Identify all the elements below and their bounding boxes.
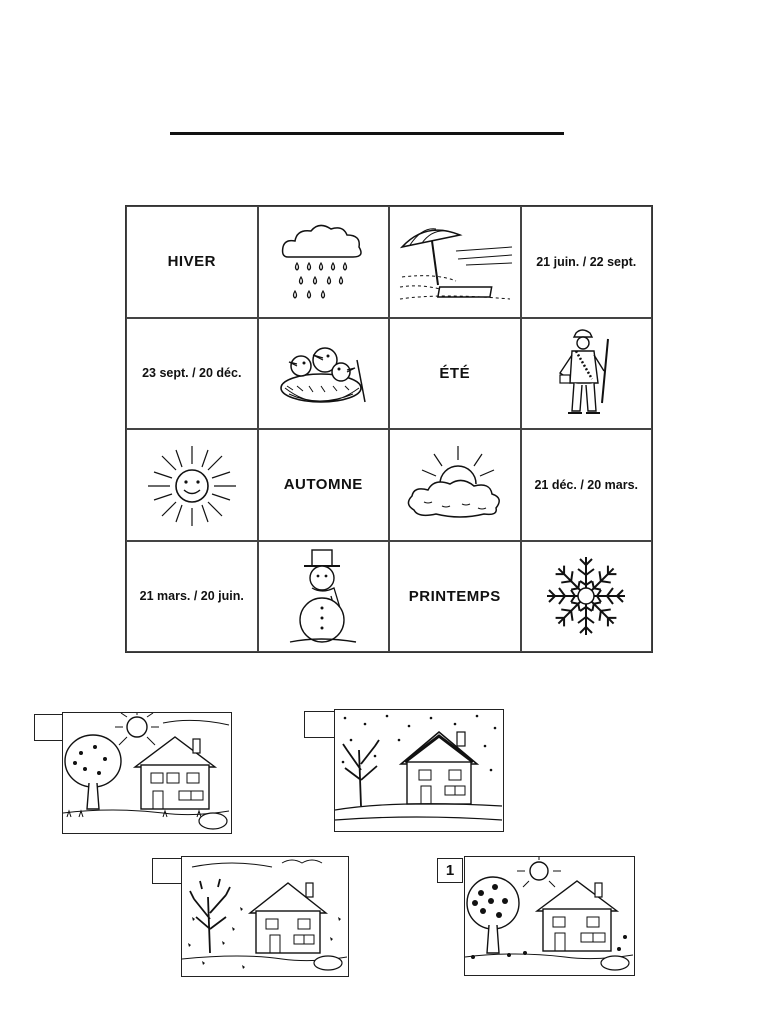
- cell-sun: [126, 429, 258, 541]
- summer-house-picture: [62, 712, 232, 834]
- cell-ete: [389, 318, 521, 430]
- cell-printemps: [389, 541, 521, 653]
- cell-date-autumn: [126, 318, 258, 430]
- cell-date-summer: [521, 206, 653, 318]
- number-box-winter[interactable]: [304, 711, 336, 738]
- cell-snowflake: [521, 541, 653, 653]
- winter-house-picture: [334, 709, 504, 832]
- season-label-printemps: PRINTEMPS: [408, 587, 501, 605]
- date-label-winter: 21 déc. / 20 mars.: [534, 477, 639, 492]
- season-label-automne: AUTOMNE: [283, 476, 363, 494]
- number-label-spring: 1: [445, 862, 455, 879]
- rain-cloud-icon: [273, 217, 373, 307]
- hunter-icon: [546, 323, 626, 423]
- number-box-spring[interactable]: [437, 858, 463, 883]
- beach-umbrella-icon: [396, 217, 514, 307]
- number-box-summer[interactable]: [34, 714, 64, 741]
- cell-beach-umbrella: [389, 206, 521, 318]
- cell-date-winter: [521, 429, 653, 541]
- house-winter-illustration: [335, 710, 502, 830]
- cell-date-spring: [126, 541, 258, 653]
- title-underline: [170, 132, 564, 135]
- house-autumn-illustration: [182, 857, 347, 975]
- sun-behind-cloud-icon: [400, 440, 510, 530]
- sun-icon: [140, 440, 244, 530]
- number-box-autumn[interactable]: [152, 858, 184, 884]
- house-spring-illustration: [465, 857, 633, 974]
- date-label-spring: 21 mars. / 20 juin.: [139, 589, 244, 604]
- cell-rain-cloud: [258, 206, 390, 318]
- season-label-ete: ÉTÉ: [439, 364, 471, 382]
- autumn-house-picture: [181, 856, 349, 977]
- snowman-icon: [288, 546, 358, 646]
- date-label-autumn: 23 sept. / 20 déc.: [142, 366, 242, 381]
- cell-birds-nest: [258, 318, 390, 430]
- birds-nest-icon: [273, 330, 373, 416]
- cell-automne: [258, 429, 390, 541]
- cell-hunter: [521, 318, 653, 430]
- cell-sun-cloud: [389, 429, 521, 541]
- cell-snowman: [258, 541, 390, 653]
- date-label-summer: 21 juin. / 22 sept.: [536, 254, 637, 269]
- season-matching-table: [125, 205, 653, 653]
- house-summer-illustration: [63, 713, 230, 832]
- cell-hiver: [126, 206, 258, 318]
- snowflake-icon: [541, 551, 631, 641]
- spring-house-picture: [464, 856, 635, 976]
- season-label-hiver: HIVER: [167, 253, 216, 271]
